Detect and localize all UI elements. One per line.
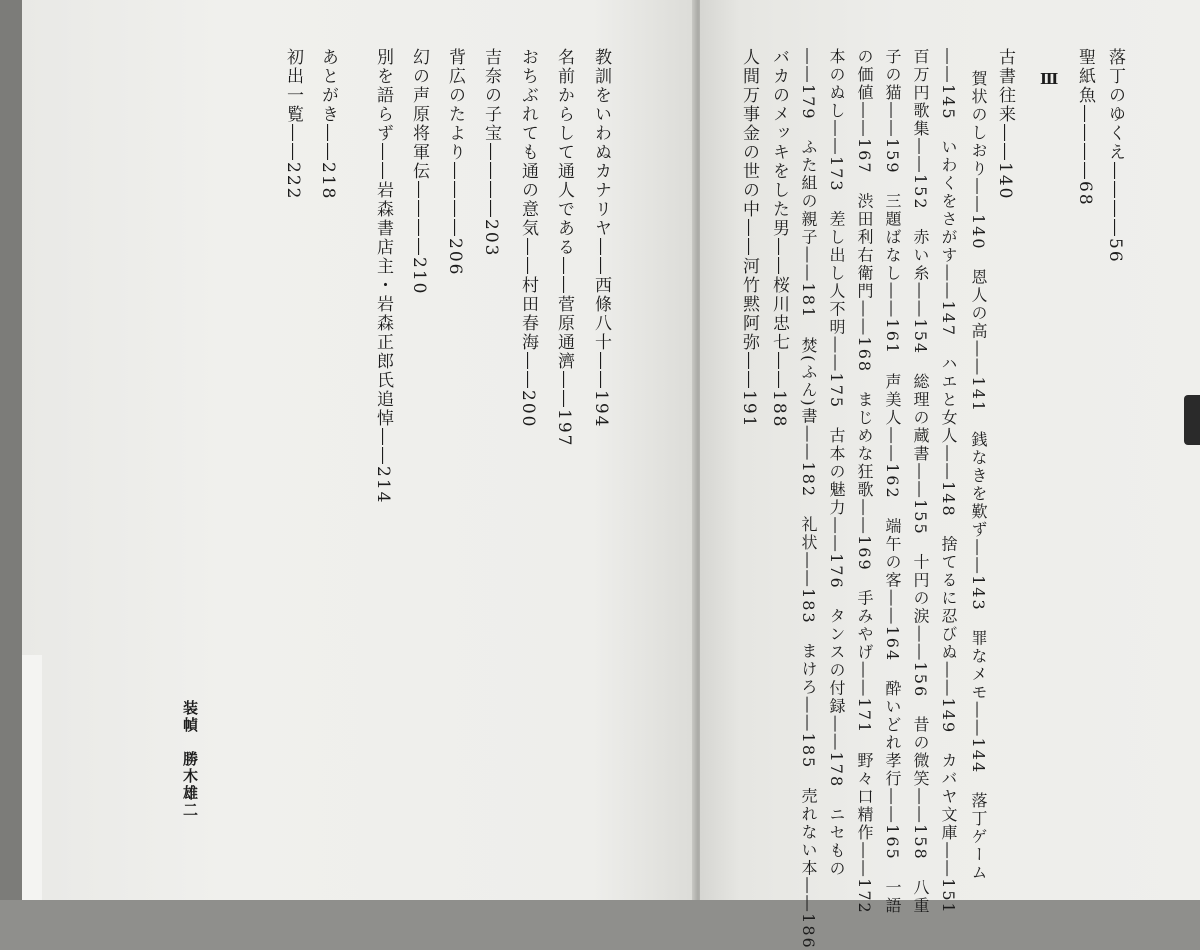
section-title: 古書往来――140 (995, 48, 1015, 201)
toc-entry: バカのメッキをした男――桜川忠七――188 (769, 48, 789, 429)
toc-entry: 幻の声原将軍伝――――210 (409, 48, 429, 296)
page-edge-strip (22, 655, 42, 900)
toc-entry: 名前からして通人である――菅原通濟――197 (554, 48, 574, 448)
toc-entry: おちぶれても通の意気――村田春海――200 (518, 48, 538, 429)
toc-entry: 初出一覧――222 (283, 48, 303, 201)
toc-entry: 背広のたより――――206 (445, 48, 465, 277)
toc-line: 賀状のしおり――140 恩人の高――141 銭なきを歎ず――143 罪なメモ――144 落丁ゲーム (969, 70, 988, 883)
toc-entry: 聖紙魚――――68 (1075, 48, 1095, 207)
right-page (700, 0, 1200, 950)
toc-entry: 落丁のゆくえ――――56 (1105, 48, 1125, 264)
colophon-binding-designer: 装幀 勝木雄二 (181, 700, 199, 819)
toc-entry: 別を語らず――岩森書店主・岩森正郎氏追悼――214 (373, 48, 393, 505)
toc-entry: 人間万事金の世の中――河竹黙阿弥――191 (739, 48, 759, 429)
toc-line: 子の猫――159 三題ばなし――161 声美人――162 端午の客――164 酔いどれ孝行――165 一語 (883, 48, 902, 915)
section-number: Ⅲ (1040, 70, 1059, 88)
toc-entry: あとがき――218 (318, 48, 338, 201)
toc-entry: 教訓をいわぬカナリヤ――西條八十――194 (591, 48, 611, 429)
toc-line: ――179 ふた組の親子――181 焚(ふん)書――182 礼状――183 まけろ――185 売れない本――186 (799, 48, 818, 950)
toc-line: ――145 いわくをさがす――147 ハエと女人――148 捨てるに忍びぬ――149 カバヤ文庫――151 (939, 48, 958, 915)
left-page (22, 0, 694, 900)
toc-line: 本のぬし――173 差し出し人不明――175 古本の魅力――176 タンスの付録――178 ニセもの (827, 48, 846, 879)
scanner-edge (0, 0, 24, 900)
toc-entry: 吉奈の子宝――――203 (481, 48, 501, 258)
toc-line: の価値――167 渋田利右衛門――168 まじめな狂歌――169 手みやげ――171 野々口精作――172 (855, 48, 874, 915)
book-clip (1184, 395, 1200, 445)
toc-line: 百万円歌集――152 赤い糸――154 総理の蔵書――155 十円の涙――156 昔の微笑――158 八重 (911, 48, 930, 915)
